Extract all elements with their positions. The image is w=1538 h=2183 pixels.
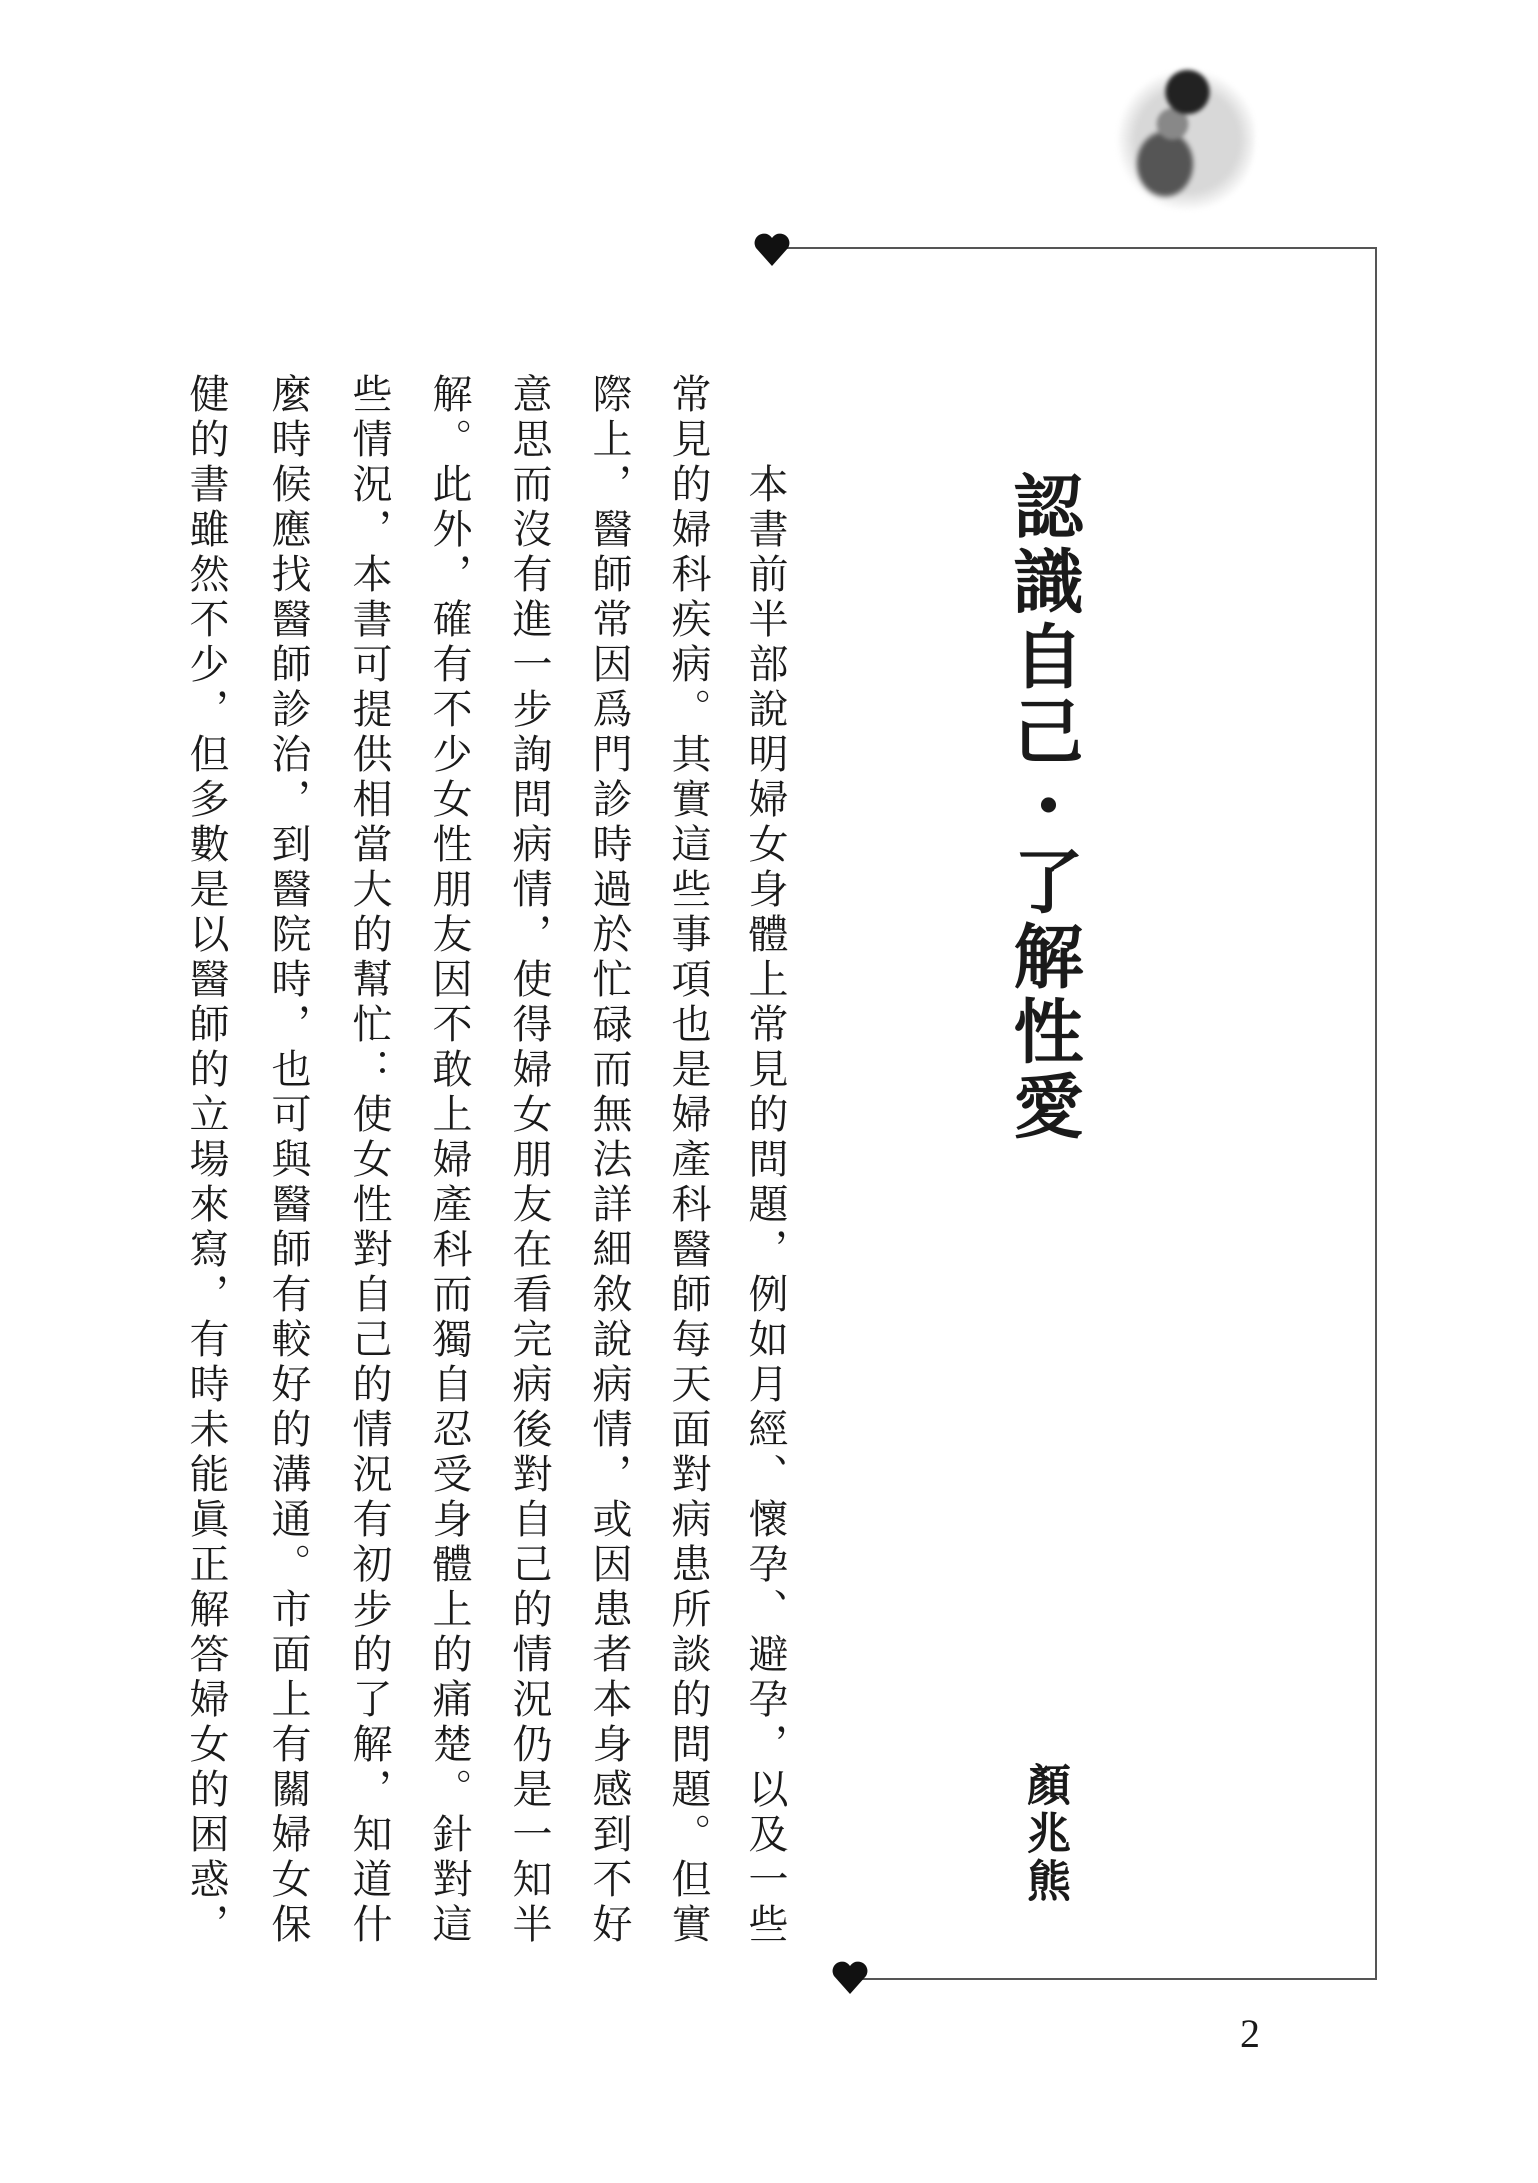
page-number: 2 [1240,2011,1260,2056]
body-column: 健的書雖然不少，但多數是以醫師的立場來寫，有時未能眞正解答婦女的困惑， [183,373,229,1948]
frame-bottom-line [860,1978,1377,1980]
body-column: 意思而沒有進一步詢問病情，使得婦女朋友在看完病後對自己的情況仍是一知半 [506,373,552,1948]
body-column: 些情況，本書可提供相當大的幫忙：使女性對自己的情況有初步的了解，知道什 [346,373,392,1948]
frame-right-line [1375,247,1377,981]
heart-icon [830,1958,870,1998]
body-column: 麼時候應找醫師診治，到醫院時，也可與醫師有較好的溝通。市面上有關婦女保 [265,373,311,1948]
body-column: 際上，醫師常因爲門診時過於忙碌而無法詳細敘說病情，或因患者本身感到不好 [586,373,632,1948]
frame-top-line [775,247,1377,249]
chapter-title: 認識自己・了解性愛 [1002,470,1084,1145]
heart-icon [752,230,792,270]
body-column: 常見的婦科疾病。其實這些事項也是婦產科醫師每天面對病患所談的問題。但實 [665,373,711,1948]
body-column: 本書前半部說明婦女身體上常見的問題，例如月經、懷孕、避孕，以及一些 [742,463,788,1948]
author-name: 顏兆熊 [1019,1762,1070,1906]
frame-right-line-lower [1375,981,1377,1980]
decorative-photo [1105,60,1255,220]
body-column: 解。此外，確有不少女性朋友因不敢上婦產科而獨自忍受身體上的痛楚。針對這 [426,373,472,1948]
